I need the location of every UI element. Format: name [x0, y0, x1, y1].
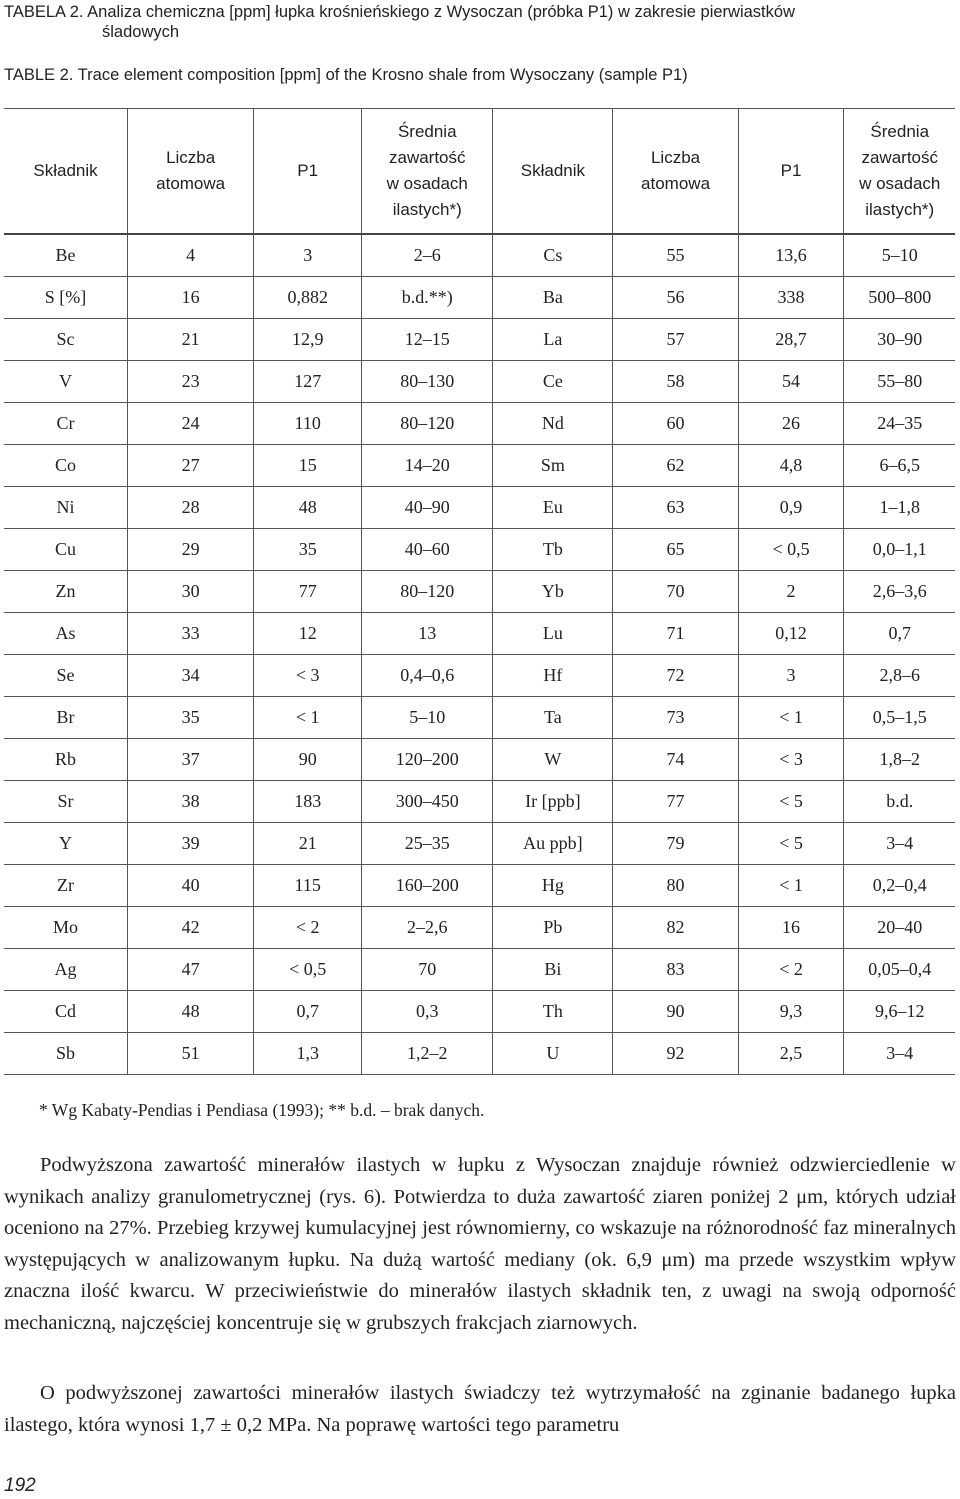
- column-header: Średnia zawartość w osadach ilastych*): [362, 109, 493, 235]
- table-cell: Zn: [4, 571, 128, 613]
- paragraph-text: O podwyższonej zawartości minerałów ilastych świadczy też wytrzymałość na zginanie badanego łupka ilastego, która wynosi 1,7 ± 0,2 MPa. Na poprawę wartości tego parametru: [4, 1382, 956, 1436]
- table-cell: 28,7: [738, 319, 844, 361]
- column-header: Liczba atomowa: [613, 109, 738, 235]
- table-cell: Eu: [493, 487, 613, 529]
- table-cell: b.d.**): [362, 277, 493, 319]
- table-cell: Pb: [493, 907, 613, 949]
- table-cell: 39: [128, 823, 254, 865]
- table-cell: 80–130: [362, 361, 493, 403]
- table-cell: 6–6,5: [844, 445, 955, 487]
- table-cell: 23: [128, 361, 254, 403]
- table-cell: 2–2,6: [362, 907, 493, 949]
- table-cell: 33: [128, 613, 254, 655]
- table-row: [4, 949, 955, 991]
- table-cell: 1,8–2: [844, 739, 955, 781]
- table-cell: S [%]: [4, 277, 128, 319]
- table-cell: 15: [254, 445, 362, 487]
- table-cell: 9,3: [738, 991, 844, 1033]
- table-cell: 0,3: [362, 991, 493, 1033]
- column-header: P1: [254, 109, 362, 235]
- table-cell: 1,3: [254, 1033, 362, 1075]
- table-cell: < 3: [254, 655, 362, 697]
- table-cell: 26: [738, 403, 844, 445]
- table-cell: 24: [128, 403, 254, 445]
- table-cell: 60: [613, 403, 738, 445]
- table-cell: Y: [4, 823, 128, 865]
- table-cell: 0,05–0,4: [844, 949, 955, 991]
- table-cell: 37: [128, 739, 254, 781]
- table-cell: Nd: [493, 403, 613, 445]
- table-cell: Co: [4, 445, 128, 487]
- table-caption-polish: TABELA 2. Analiza chemiczna [ppm] łupka krośnieńskiego z Wysoczan (próbka P1) w zakresie pierwiastków: [4, 3, 795, 21]
- body-paragraph-2: [4, 1378, 956, 1441]
- table-cell: 55–80: [844, 361, 955, 403]
- table-cell: 338: [738, 277, 844, 319]
- table-cell: 5–10: [844, 234, 955, 277]
- body-paragraph-1: [4, 1150, 956, 1339]
- table-cell: b.d.: [844, 781, 955, 823]
- table-caption-polish-continued: śladowych: [102, 23, 180, 41]
- table-cell: 74: [613, 739, 738, 781]
- table-cell: V: [4, 361, 128, 403]
- table-cell: Be: [4, 234, 128, 277]
- table-cell: 14–20: [362, 445, 493, 487]
- column-header: Składnik: [493, 109, 613, 235]
- table-cell: 13: [362, 613, 493, 655]
- table-cell: 47: [128, 949, 254, 991]
- table-cell: Ba: [493, 277, 613, 319]
- table-cell: 42: [128, 907, 254, 949]
- table-cell: 58: [613, 361, 738, 403]
- table-cell: Cs: [493, 234, 613, 277]
- table-cell: 160–200: [362, 865, 493, 907]
- table-cell: 0,7: [254, 991, 362, 1033]
- table-cell: Cr: [4, 403, 128, 445]
- table-cell: 0,12: [738, 613, 844, 655]
- table-cell: 0,2–0,4: [844, 865, 955, 907]
- table-cell: 5–10: [362, 697, 493, 739]
- table-row: [4, 319, 955, 361]
- table-cell: 13,6: [738, 234, 844, 277]
- table-cell: Br: [4, 697, 128, 739]
- table-row: [4, 487, 955, 529]
- table-cell: Yb: [493, 571, 613, 613]
- table-cell: 24–35: [844, 403, 955, 445]
- column-header: Średnia zawartość w osadach ilastych*): [844, 109, 955, 235]
- paragraph-text: Podwyższona zawartość minerałów ilastych w łupku z Wysoczan znajduje również odzwierciedlenie w wynikach analizy granulometrycznej (rys. 6). Potwierdza to duża zawartość ziaren poniżej 2 μm, których udział oceniono na 27%. Przebieg krzywej kumulacyjnej jest równomierny, co wskazuje na różnorodność faz mineralnych występujących w analizowanym łupku. Na dużą wartość mediany (ok. 6,9 μm) ma przede wszystkim wpływ znaczna ilość kwarcu. W przeciwieństwie do minerałów ilastych składnik ten, z uwagi na swoją odporność mechaniczną, najczęściej koncentruje się w grubszych frakcjach ziarnowych.: [4, 1154, 956, 1334]
- table-cell: 20–40: [844, 907, 955, 949]
- table-cell: 0,882: [254, 277, 362, 319]
- table-row: [4, 361, 955, 403]
- table-cell: < 1: [254, 697, 362, 739]
- table-cell: < 0,5: [738, 529, 844, 571]
- table-cell: U: [493, 1033, 613, 1075]
- table-cell: 90: [254, 739, 362, 781]
- table-cell: 51: [128, 1033, 254, 1075]
- table-cell: 0,0–1,1: [844, 529, 955, 571]
- table-cell: 38: [128, 781, 254, 823]
- column-header: Liczba atomowa: [128, 109, 254, 235]
- table-cell: 2: [738, 571, 844, 613]
- table-cell: 3: [738, 655, 844, 697]
- table-cell: 40: [128, 865, 254, 907]
- table-cell: < 2: [738, 949, 844, 991]
- table-cell: 27: [128, 445, 254, 487]
- table-cell: Ir [ppb]: [493, 781, 613, 823]
- table-cell: 500–800: [844, 277, 955, 319]
- table-cell: 9,6–12: [844, 991, 955, 1033]
- table-cell: < 3: [738, 739, 844, 781]
- table-cell: 72: [613, 655, 738, 697]
- table-cell: 30: [128, 571, 254, 613]
- table-caption-english: TABLE 2. Trace element composition [ppm] of the Krosno shale from Wysoczany (sample P1): [4, 66, 688, 84]
- table-row: [4, 234, 955, 277]
- table-cell: 29: [128, 529, 254, 571]
- table-cell: 2,6–3,6: [844, 571, 955, 613]
- table-cell: 90: [613, 991, 738, 1033]
- table-cell: 56: [613, 277, 738, 319]
- table-cell: 71: [613, 613, 738, 655]
- table-cell: 1–1,8: [844, 487, 955, 529]
- table-row: [4, 445, 955, 487]
- table-cell: Sb: [4, 1033, 128, 1075]
- table-cell: < 1: [738, 697, 844, 739]
- table-cell: 25–35: [362, 823, 493, 865]
- table-cell: 4,8: [738, 445, 844, 487]
- page-number: 192: [4, 1475, 36, 1496]
- table-cell: 0,4–0,6: [362, 655, 493, 697]
- table-cell: 28: [128, 487, 254, 529]
- table-cell: 183: [254, 781, 362, 823]
- table-cell: 70: [362, 949, 493, 991]
- table-row: [4, 403, 955, 445]
- table-cell: < 2: [254, 907, 362, 949]
- trace-element-table: [4, 108, 955, 1075]
- table-cell: Sr: [4, 781, 128, 823]
- table-row: [4, 613, 955, 655]
- table-row: [4, 907, 955, 949]
- table-cell: Zr: [4, 865, 128, 907]
- table-cell: 79: [613, 823, 738, 865]
- table-cell: 30–90: [844, 319, 955, 361]
- table-row: [4, 991, 955, 1033]
- table-cell: 2,8–6: [844, 655, 955, 697]
- table-cell: < 5: [738, 823, 844, 865]
- table-cell: Lu: [493, 613, 613, 655]
- table-cell: 21: [254, 823, 362, 865]
- table-cell: Sc: [4, 319, 128, 361]
- table-cell: 48: [254, 487, 362, 529]
- table-cell: 4: [128, 234, 254, 277]
- table-cell: 127: [254, 361, 362, 403]
- table-cell: 83: [613, 949, 738, 991]
- table-row: [4, 697, 955, 739]
- table-cell: Ta: [493, 697, 613, 739]
- table-row: [4, 781, 955, 823]
- table-cell: 73: [613, 697, 738, 739]
- table-cell: 77: [613, 781, 738, 823]
- table-cell: 77: [254, 571, 362, 613]
- table-cell: 16: [738, 907, 844, 949]
- table-cell: 110: [254, 403, 362, 445]
- table-footnote: * Wg Kabaty-Pendias i Pendiasa (1993); ** b.d. – brak danych.: [39, 1100, 485, 1120]
- table-cell: 40–60: [362, 529, 493, 571]
- table-cell: W: [493, 739, 613, 781]
- table-cell: 0,5–1,5: [844, 697, 955, 739]
- table-cell: Se: [4, 655, 128, 697]
- table-row: [4, 1033, 955, 1075]
- table-cell: Mo: [4, 907, 128, 949]
- table-header-row: [4, 109, 955, 235]
- table-cell: Ni: [4, 487, 128, 529]
- table-cell: Th: [493, 991, 613, 1033]
- table-cell: 3–4: [844, 823, 955, 865]
- table-cell: 2–6: [362, 234, 493, 277]
- table-cell: Ce: [493, 361, 613, 403]
- table-cell: 80–120: [362, 571, 493, 613]
- table-cell: 55: [613, 234, 738, 277]
- table-cell: 63: [613, 487, 738, 529]
- table-cell: 12: [254, 613, 362, 655]
- table-cell: 2,5: [738, 1033, 844, 1075]
- table-cell: 21: [128, 319, 254, 361]
- table-cell: 1,2–2: [362, 1033, 493, 1075]
- table-cell: Rb: [4, 739, 128, 781]
- table-cell: 120–200: [362, 739, 493, 781]
- table-cell: 40–90: [362, 487, 493, 529]
- table-row: [4, 529, 955, 571]
- table-cell: As: [4, 613, 128, 655]
- table-row: [4, 865, 955, 907]
- table-cell: Sm: [493, 445, 613, 487]
- table-cell: 54: [738, 361, 844, 403]
- table-cell: 3: [254, 234, 362, 277]
- table-cell: Hf: [493, 655, 613, 697]
- table-cell: 80–120: [362, 403, 493, 445]
- table-cell: 62: [613, 445, 738, 487]
- table-cell: 12,9: [254, 319, 362, 361]
- table-cell: 12–15: [362, 319, 493, 361]
- table-cell: 115: [254, 865, 362, 907]
- table-cell: 82: [613, 907, 738, 949]
- table-cell: 16: [128, 277, 254, 319]
- table-row: [4, 823, 955, 865]
- table-cell: 80: [613, 865, 738, 907]
- table-row: [4, 277, 955, 319]
- table-row: [4, 571, 955, 613]
- table-cell: 35: [254, 529, 362, 571]
- table-cell: 0,9: [738, 487, 844, 529]
- table-cell: 0,7: [844, 613, 955, 655]
- table-body: [4, 234, 955, 1075]
- table-row: [4, 739, 955, 781]
- table-cell: Bi: [493, 949, 613, 991]
- table-cell: Tb: [493, 529, 613, 571]
- table-cell: 92: [613, 1033, 738, 1075]
- table-row: [4, 655, 955, 697]
- table-cell: 3–4: [844, 1033, 955, 1075]
- table-cell: Hg: [493, 865, 613, 907]
- table-cell: Cu: [4, 529, 128, 571]
- table-cell: 70: [613, 571, 738, 613]
- table-cell: 35: [128, 697, 254, 739]
- column-header: P1: [738, 109, 844, 235]
- table-cell: Cd: [4, 991, 128, 1033]
- column-header: Składnik: [4, 109, 128, 235]
- table-cell: 48: [128, 991, 254, 1033]
- table-cell: < 1: [738, 865, 844, 907]
- table-cell: < 0,5: [254, 949, 362, 991]
- table-cell: Au ppb]: [493, 823, 613, 865]
- table-cell: La: [493, 319, 613, 361]
- table-cell: Ag: [4, 949, 128, 991]
- table-cell: 57: [613, 319, 738, 361]
- table-cell: 300–450: [362, 781, 493, 823]
- table-cell: 34: [128, 655, 254, 697]
- table-cell: < 5: [738, 781, 844, 823]
- table-cell: 65: [613, 529, 738, 571]
